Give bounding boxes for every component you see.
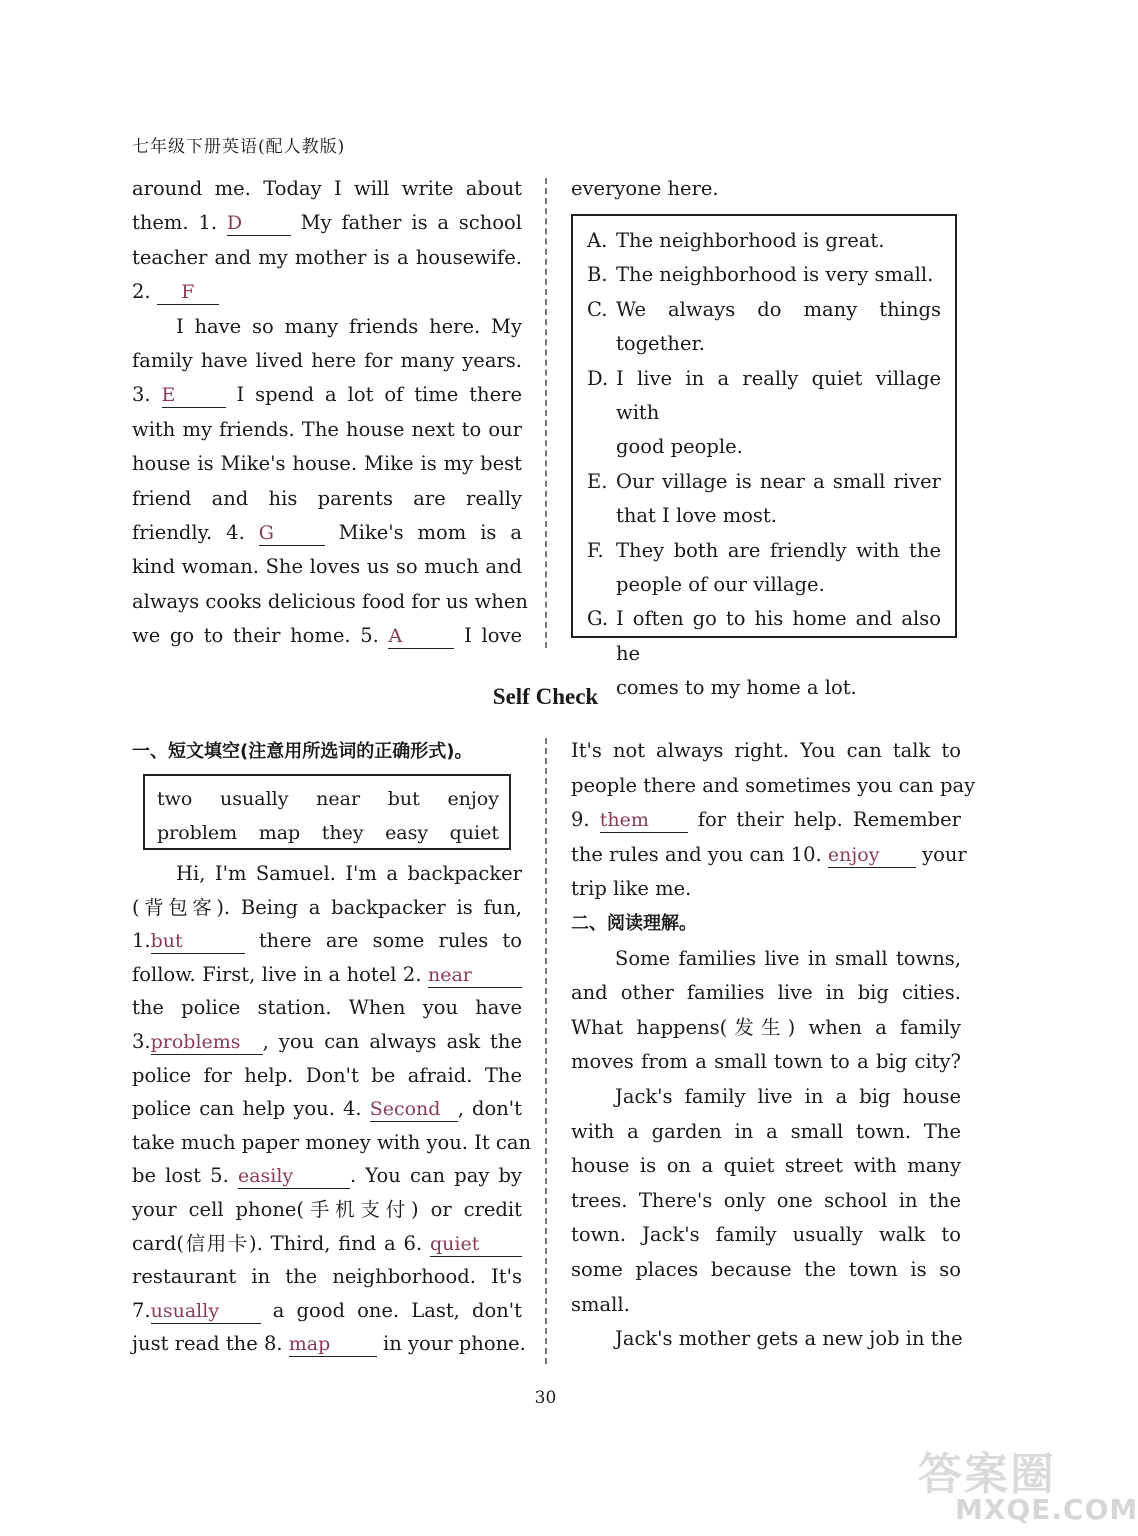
text-line: them. 1. D My father is a school [132, 211, 523, 235]
word-bank-item: easy [385, 822, 429, 844]
word-bank-item: map [258, 822, 301, 844]
text-line: town. Jack's family usually walk to [571, 1223, 961, 1247]
text-line: Some families live in small towns, [615, 946, 961, 970]
part2-instruction: 二、阅读理解。 [571, 912, 697, 934]
answer-blank-1[interactable]: D [227, 211, 291, 236]
text-line: teacher and my mother is a housewife. [132, 245, 522, 269]
text-line: 2. F [132, 275, 522, 309]
text-line: everyone here. [571, 177, 719, 200]
text-line: trees. There's only one school in the [571, 1188, 961, 1212]
text-line: 9. them for their help. Remember [571, 808, 962, 832]
part1-instruction: 一、短文填空(注意用所选词的正确形式)。 [132, 741, 473, 762]
text-line: be lost 5. easily . You can pay by [132, 1164, 523, 1188]
text-line: the rules and you can 10. enjoy your [571, 842, 967, 866]
text-line: we go to their home. 5. A I love [132, 624, 522, 648]
text-line: friendly. 4. G Mike's mom is a [132, 521, 523, 545]
word-bank-item: but [387, 788, 420, 810]
text-line: people there and sometimes you can pay [571, 773, 976, 797]
text-line: the police station. When you have [132, 996, 522, 1020]
text-line: 1.but there are some rules to [132, 929, 522, 953]
text-line: Jack's family live in a big house [615, 1084, 961, 1108]
text-line: follow. First, live in a hotel 2. near [132, 958, 522, 992]
text-line: house is Mike's house. Mike is my best [132, 452, 522, 476]
word-bank-box [143, 774, 511, 850]
fill-blank-3[interactable]: problems [151, 1030, 263, 1055]
text-line: It's not always right. You can talk to [571, 739, 961, 762]
option-d: D. I live in a really quiet village with good people. [587, 366, 941, 459]
fill-blank-9[interactable]: them [600, 808, 688, 833]
answer-blank-5[interactable]: A [388, 624, 454, 649]
text-line: your cell phone(手机支付) or credit [132, 1197, 522, 1221]
text-line: take much paper money with you. It can [132, 1130, 532, 1154]
option-b: B. The neighborhood is very small. [587, 263, 934, 287]
text-line: Hi, I'm Samuel. I'm a backpacker [176, 862, 522, 885]
text-line: house is on a quiet street with many [571, 1154, 961, 1178]
text-line: police can help you. 4. Second , don't [132, 1097, 522, 1121]
options-box [571, 214, 957, 700]
word-bank-item: usually [220, 788, 289, 810]
text-line: trip like me. [571, 877, 692, 901]
text-line: 3.problems , you can always ask the [132, 1029, 522, 1053]
word-bank-item: problem [157, 822, 238, 844]
option-g: G. I often go to his home and also he comes to my home a lot. [587, 607, 941, 700]
fill-blank-6[interactable]: quiet [430, 1232, 522, 1257]
text-line: with a garden in a small town. The [571, 1119, 961, 1143]
text-line: 3. E I spend a lot of time there [132, 383, 523, 407]
watermark-logo: 答案圈 [918, 1449, 1056, 1500]
word-bank-item: quiet [449, 822, 499, 844]
text-line: family have lived here for many years. [132, 349, 522, 373]
text-line: 7.usually a good one. Last, don't [132, 1298, 522, 1322]
text-line: small. [571, 1292, 630, 1316]
text-line: restaurant in the neighborhood. It's [132, 1265, 522, 1289]
fill-blank-7[interactable]: usually [151, 1299, 261, 1324]
word-bank-row [157, 782, 499, 816]
text-line: Jack's mother gets a new job in the [615, 1327, 963, 1351]
text-line: kind woman. She loves us so much and [132, 555, 522, 579]
selfcheck-left-column [132, 857, 532, 1361]
column-divider-bottom [545, 738, 547, 1364]
word-bank-row [157, 816, 499, 850]
answer-blank-3[interactable]: E [162, 383, 226, 408]
option-e: E. Our village is near a small river that I love most. [587, 469, 941, 528]
selfcheck-right-column [571, 734, 976, 1357]
text-line: around me. Today I will write about [132, 177, 522, 200]
option-f: F. They both are friendly with the people of our village. [587, 538, 941, 597]
answer-blank-4[interactable]: G [259, 521, 325, 546]
book-header: 七年级下册英语(配人教版) [132, 137, 346, 157]
fill-blank-8[interactable]: map [289, 1332, 377, 1357]
passage-right-continuation [571, 172, 957, 206]
text-line: (背包客). Being a backpacker is fun, [132, 895, 522, 919]
text-line: and other families live in big cities. [571, 981, 961, 1005]
fill-blank-1[interactable]: but [151, 929, 245, 954]
text-line: card(信用卡). Third, find a 6. quiet [132, 1227, 522, 1261]
passage-left-column [132, 172, 528, 654]
word-bank-item: they [321, 822, 364, 844]
word-bank-item: two [157, 788, 193, 810]
text-line: just read the 8. map in your phone. [132, 1332, 526, 1356]
option-a: A. The neighborhood is great. [587, 229, 885, 252]
fill-blank-2[interactable]: near [428, 963, 522, 988]
option-c: C. We always do many things together. [587, 297, 941, 356]
fill-blank-4[interactable]: Second [370, 1097, 458, 1122]
text-line: moves from a small town to a big city? [571, 1050, 961, 1074]
text-line: I have so many friends here. My [176, 314, 522, 338]
text-line: friend and his parents are really [132, 486, 522, 510]
word-bank-item: near [316, 788, 361, 810]
text-line: police for help. Don't be afraid. The [132, 1063, 522, 1087]
text-line: with my friends. The house next to our [132, 417, 522, 441]
text-line: always cooks delicious food for us when [132, 589, 528, 613]
text-line: What happens(发生) when a family [571, 1015, 961, 1039]
fill-blank-10[interactable]: enjoy [828, 843, 916, 868]
answer-blank-2[interactable]: F [157, 280, 219, 305]
column-divider-top [545, 178, 547, 648]
text-line: some places because the town is so [571, 1257, 961, 1281]
word-bank-item: enjoy [447, 788, 499, 810]
page-number: 30 [534, 1388, 557, 1408]
fill-blank-5[interactable]: easily [238, 1164, 350, 1189]
section-title: Self Check [492, 684, 599, 709]
watermark-url: MXQE.COM [955, 1493, 1138, 1526]
